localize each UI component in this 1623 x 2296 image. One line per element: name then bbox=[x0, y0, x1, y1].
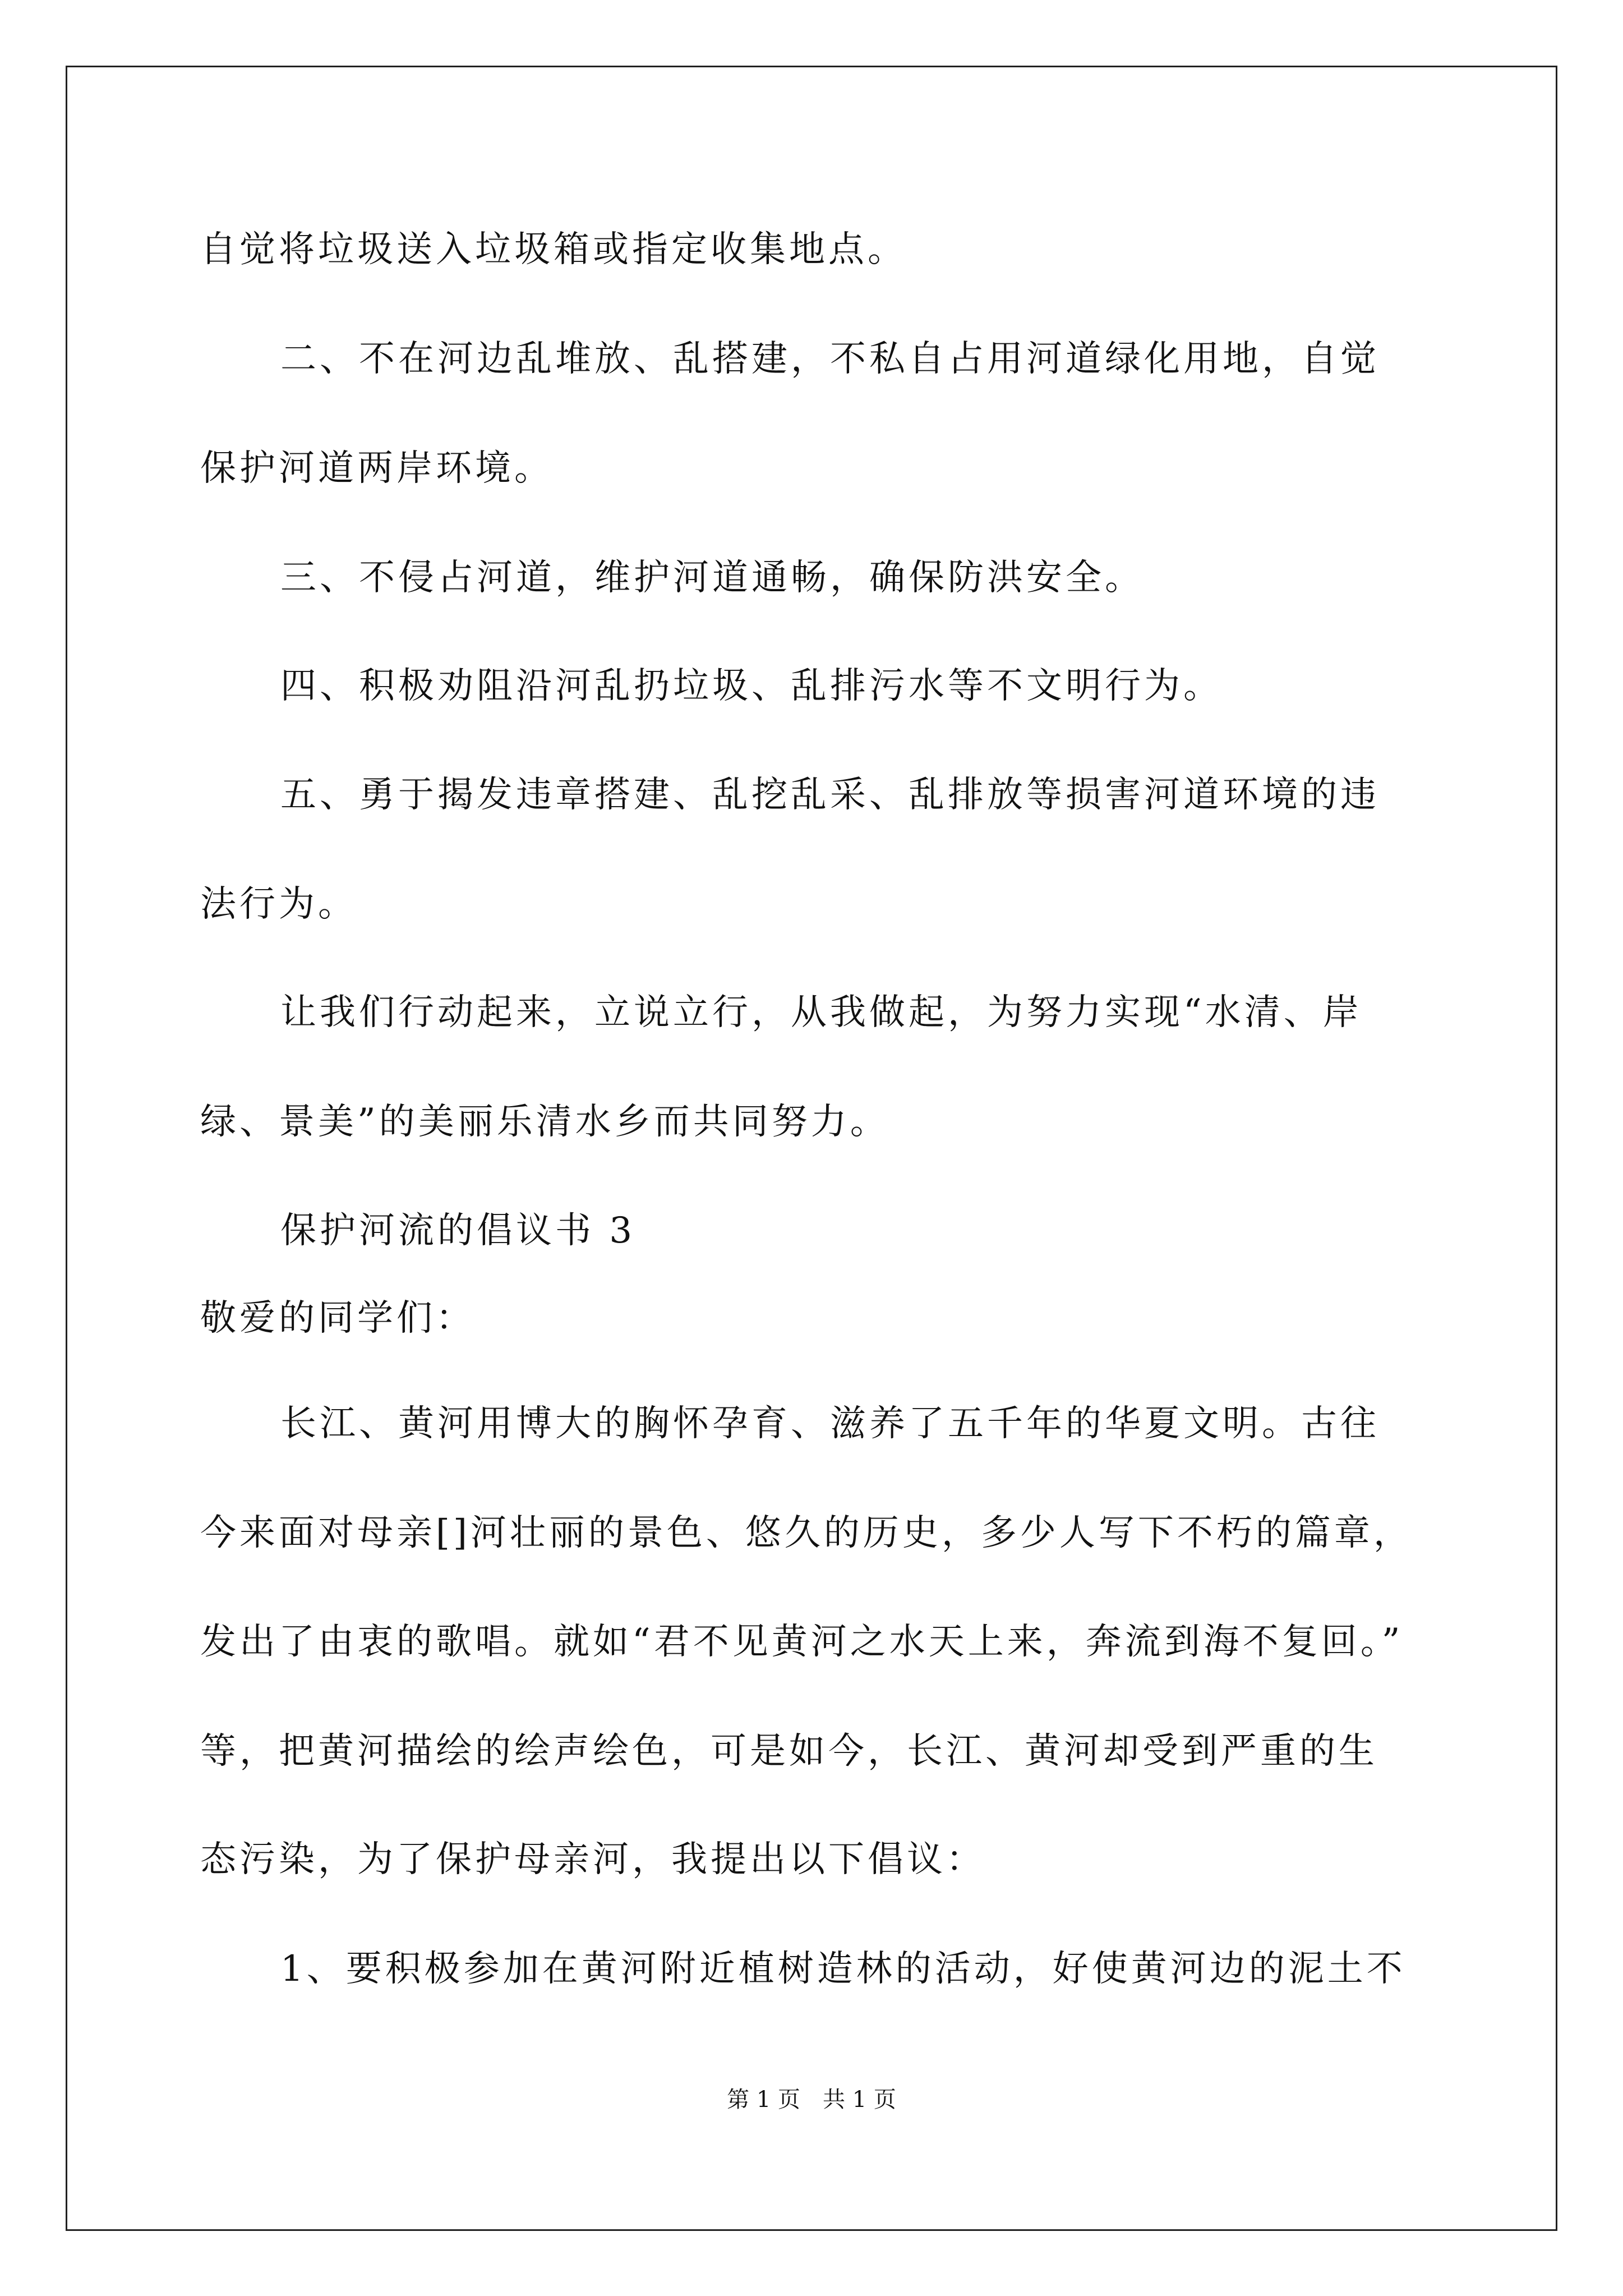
text-line-6: 五、勇于揭发违章搭建、乱挖乱采、乱排放等损害河道环境的违 bbox=[280, 774, 1380, 816]
salutation: 敬爱的同学们： bbox=[200, 1297, 475, 1339]
text-line-12: 长江、黄河用博大的胸怀孕育、滋养了五千年的华夏文明。古往 bbox=[280, 1403, 1380, 1444]
text-line-7: 法行为。 bbox=[200, 884, 357, 925]
text-line-3: 保护河道两岸环境。 bbox=[200, 448, 554, 489]
text-line-2: 二、不在河边乱堆放、乱搭建，不私自占用河道绿化用地，自觉 bbox=[280, 338, 1380, 380]
page-footer: 第 1 页 共 1 页 bbox=[727, 2087, 896, 2113]
page-border bbox=[66, 66, 1557, 2231]
text-line-5: 四、积极劝阻沿河乱扔垃圾、乱排污水等不文明行为。 bbox=[280, 665, 1223, 707]
text-line-16: 态污染，为了保护母亲河，我提出以下倡议： bbox=[200, 1839, 985, 1880]
text-line-13: 今来面对母亲[]河壮丽的景色、悠久的历史，多少人写下不朽的篇章， bbox=[200, 1512, 1413, 1554]
text-line-4: 三、不侵占河道，维护河道通畅，确保防洪安全。 bbox=[280, 557, 1144, 599]
text-line-15: 等，把黄河描绘的绘声绘色，可是如今，长江、黄河却受到严重的生 bbox=[200, 1731, 1378, 1772]
text-line-17: 1、要积极参加在黄河附近植树造林的活动，好使黄河边的泥土不 bbox=[280, 1948, 1406, 1990]
text-line-1: 自觉将垃圾送入垃圾箱或指定收集地点。 bbox=[200, 229, 907, 270]
text-line-8: 让我们行动起来，立说立行，从我做起，为努力实现“水清、岸 bbox=[280, 992, 1362, 1033]
section-title: 保护河流的倡议书 3 bbox=[280, 1210, 636, 1251]
text-line-14: 发出了由衷的歌唱。就如“君不见黄河之水天上来，奔流到海不复回。” bbox=[200, 1621, 1404, 1663]
text-line-9: 绿、景美”的美丽乐清水乡而共同努力。 bbox=[200, 1101, 889, 1143]
